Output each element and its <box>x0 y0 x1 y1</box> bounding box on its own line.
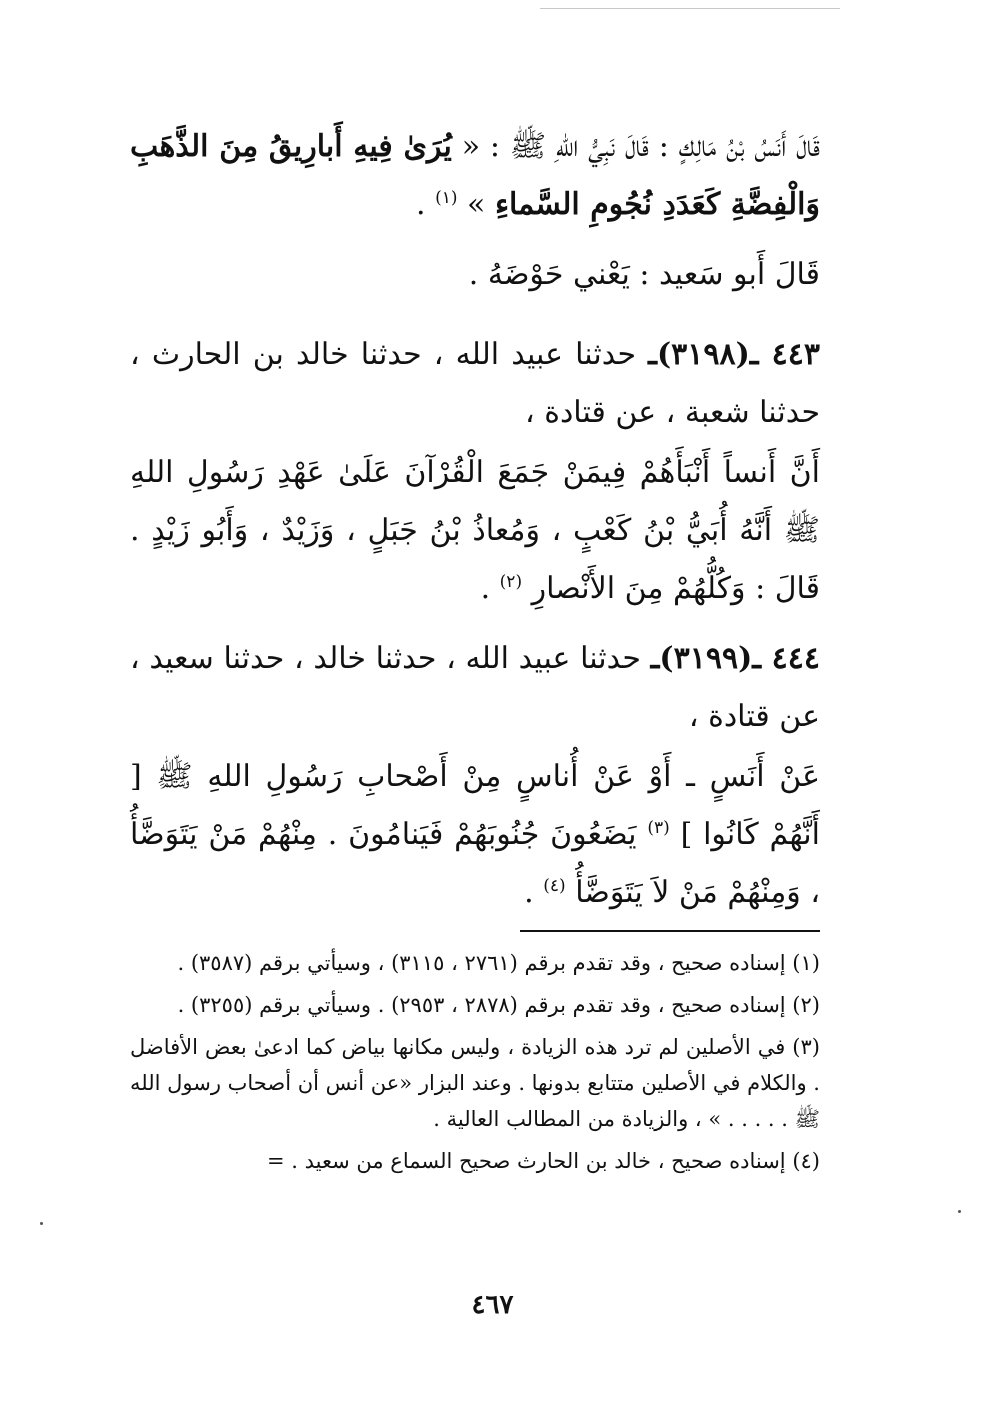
hadith-number-444: ٤٤٤ ـ(٣١٩٩)ـ <box>650 641 820 676</box>
hadith-1-close: » <box>467 187 486 222</box>
top-divider <box>540 8 840 9</box>
hadith-1-intro: قَالَ أَنَسُ بْنُ مَالِكٍ : قَالَ نَبِيُّ اللهِ ﷺ : « <box>461 129 820 164</box>
footnote-1: (١) إسناده صحيح ، وقد تقدم برقم (٢٧٦١ ، ٣١١٥) ، وسيأتي برقم (٣٥٨٧) . <box>177 951 820 975</box>
hadith-444-chain <box>130 630 820 746</box>
abu-said-text: قَالَ أَبو سَعيد : يَعْني حَوْضَهُ . <box>468 257 820 292</box>
hadith-443-chain <box>130 326 820 442</box>
footnote-ref-2[interactable]: (٢) <box>499 572 523 592</box>
footnotes <box>130 945 820 1185</box>
hadith-number-443: ٤٤٣ ـ(٣١٩٨)ـ <box>648 337 820 372</box>
hadith-1-end: . <box>415 187 426 222</box>
footnote-divider <box>520 930 820 932</box>
footnote-4: (٤) إسناده صحيح ، خالد بن الحارث صحيح السماع من سعيد . = <box>267 1149 820 1173</box>
anas-1-text: أَنَّ أَنساً أَنْبَأَهُمْ فِيمَنْ جَمَعَ الْقُرْآنَ عَلَىٰ عَهْدِ رَسُولِ اللهِ ﷺ أَنَّهُ أُبَيُّ بْنُ كَعْبٍ ، وَمُعاذُ بْنُ جَبَلٍ ، وَزَيْدٌ ، وَأَبُو زَيْدٍ . قَالَ : وَكُلُّهُمْ مِنَ الأَنْصارِ <box>130 455 820 606</box>
anas-paragraph-2 <box>130 748 820 922</box>
footnote-ref-3[interactable]: (٣) <box>647 818 670 838</box>
footnote-ref-4[interactable]: (٤) <box>543 876 566 896</box>
hadith-paragraph-1 <box>130 118 820 234</box>
anas-2-part-a: عَنْ أَنَسٍ ـ أَوْ عَنْ أُناسٍ مِنْ أَصْحابِ رَسُولِ اللهِ ﷺ [ أَنَّهُمْ كَانُوا ] <box>130 759 820 852</box>
page-number: ٤٦٧ <box>471 1290 514 1320</box>
footnote-3: (٣) في الأصلين لم ترد هذه الزيادة ، وليس مكانها بياض كما ادعىٰ بعض الأفاضل . والكلام في الأصلين متتابع بدونها . وعند البزار «عن أنس أن أصحاب رسول الله ﷺ . . . . . » ، والزيادة من المطالب العالية . <box>130 1035 820 1131</box>
hadith-444-text: حدثنا عبيد الله ، حدثنا خالد ، حدثنا سعيد ، عن قتادة ، <box>130 641 820 734</box>
scan-speck <box>40 1222 43 1225</box>
hadith-1-quote: يُرَىٰ فِيهِ أَبارِيقُ مِنَ الذَّهَبِ وَالْفِضَّةِ كَعَدَدِ نُجُومِ السَّماءِ <box>130 129 820 222</box>
hadith-443-text: حدثنا عبيد الله ، حدثنا خالد بن الحارث ، حدثنا شعبة ، عن قتادة ، <box>130 337 820 430</box>
anas-1-end: . <box>480 571 491 606</box>
footnote-2: (٢) إسناده صحيح ، وقد تقدم برقم (٢٨٧٨ ، ٢٩٥٣) . وسيأتي برقم (٣٢٥٥) . <box>177 993 820 1017</box>
anas-2-end: . <box>524 875 534 910</box>
anas-paragraph-1 <box>130 444 820 618</box>
abu-said-paragraph <box>130 246 820 304</box>
anas-2-part-b: يَضَعُونَ جُنُوبَهُمْ فَيَنامُونَ . مِنْهُمْ مَنْ يَتَوَضَّأُ ، وَمِنْهُمْ مَنْ لاَ يَتَوَضَّأُ <box>130 817 820 910</box>
footnote-ref-1[interactable]: (١) <box>435 188 458 208</box>
scan-speck <box>958 1210 961 1213</box>
